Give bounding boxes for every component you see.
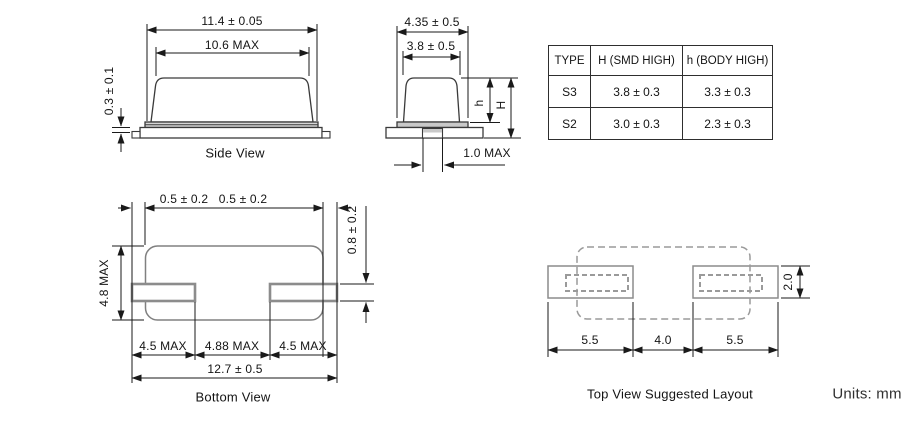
bottom-view-pad-left	[132, 284, 195, 301]
dim-layout-pad-right-width: 5.5	[726, 333, 744, 347]
dim-front-smd-height-label: H	[494, 100, 508, 110]
dim-bottom-pad-height: 0.8 ± 0.2	[345, 205, 359, 255]
layout-pcb-pad-left	[548, 266, 633, 298]
side-view-base	[140, 128, 322, 139]
dim-front-lead-width: 1.0 MAX	[463, 146, 511, 160]
table-cell-type: S2	[549, 108, 591, 140]
front-view-seam	[397, 122, 468, 128]
bottom-view-pad-right	[270, 284, 337, 301]
dim-side-body-length: 10.6 MAX	[204, 38, 260, 52]
table-header-body-high: h (BODY HIGH)	[683, 46, 773, 76]
table-header-row	[549, 46, 773, 76]
side-view-lead-right	[322, 132, 330, 139]
dim-side-standoff: 0.3 ± 0.1	[102, 66, 116, 116]
dim-bottom-segment-left: 4.5 MAX	[139, 339, 187, 353]
dim-bottom-body-width: 4.8 MAX	[97, 259, 111, 307]
table-row	[549, 108, 773, 140]
dim-bottom-pad-overhang-left: 0.5 ± 0.2	[159, 192, 209, 206]
table-cell-body: 3.3 ± 0.3	[683, 76, 773, 108]
side-view-body	[151, 78, 313, 122]
side-view-title: Side View	[205, 145, 265, 161]
dim-bottom-pad-overhang-right: 0.5 ± 0.2	[218, 192, 268, 206]
table-header-smd-high: H (SMD HIGH)	[591, 46, 683, 76]
dim-bottom-segment-middle: 4.88 MAX	[204, 339, 260, 353]
dim-layout-pad-height: 2.0	[781, 273, 795, 291]
table-cell-type: S3	[549, 76, 591, 108]
dim-layout-pad-left-width: 5.5	[581, 333, 599, 347]
side-view-drawing	[132, 78, 330, 138]
dim-side-overall-length: 11.4 ± 0.05	[201, 14, 263, 28]
front-view-body	[404, 78, 460, 122]
units-note: Units: mm	[832, 385, 902, 403]
dim-front-body-height-label: h	[472, 99, 486, 107]
table-row	[549, 76, 773, 108]
table-cell-body: 2.3 ± 0.3	[683, 108, 773, 140]
layout-pcb-pad-right	[693, 266, 778, 298]
dim-layout-pad-gap: 4.0	[654, 333, 672, 347]
side-view-lead-left	[132, 132, 140, 139]
dim-front-overall-width: 4.35 ± 0.5	[404, 15, 460, 29]
table-cell-smd: 3.0 ± 0.3	[591, 108, 683, 140]
dim-bottom-overall-length: 12.7 ± 0.5	[207, 362, 263, 376]
height-spec-table	[548, 45, 773, 140]
dim-bottom-segment-right: 4.5 MAX	[279, 339, 327, 353]
layout-view-drawing	[548, 247, 778, 319]
dim-front-body-width: 3.8 ± 0.5	[406, 39, 456, 53]
bottom-view-title: Bottom View	[195, 389, 271, 405]
bottom-view-drawing	[132, 246, 337, 320]
layout-view-title: Top View Suggested Layout	[587, 386, 753, 402]
table-cell-smd: 3.8 ± 0.3	[591, 76, 683, 108]
table-header-type: TYPE	[549, 46, 591, 76]
